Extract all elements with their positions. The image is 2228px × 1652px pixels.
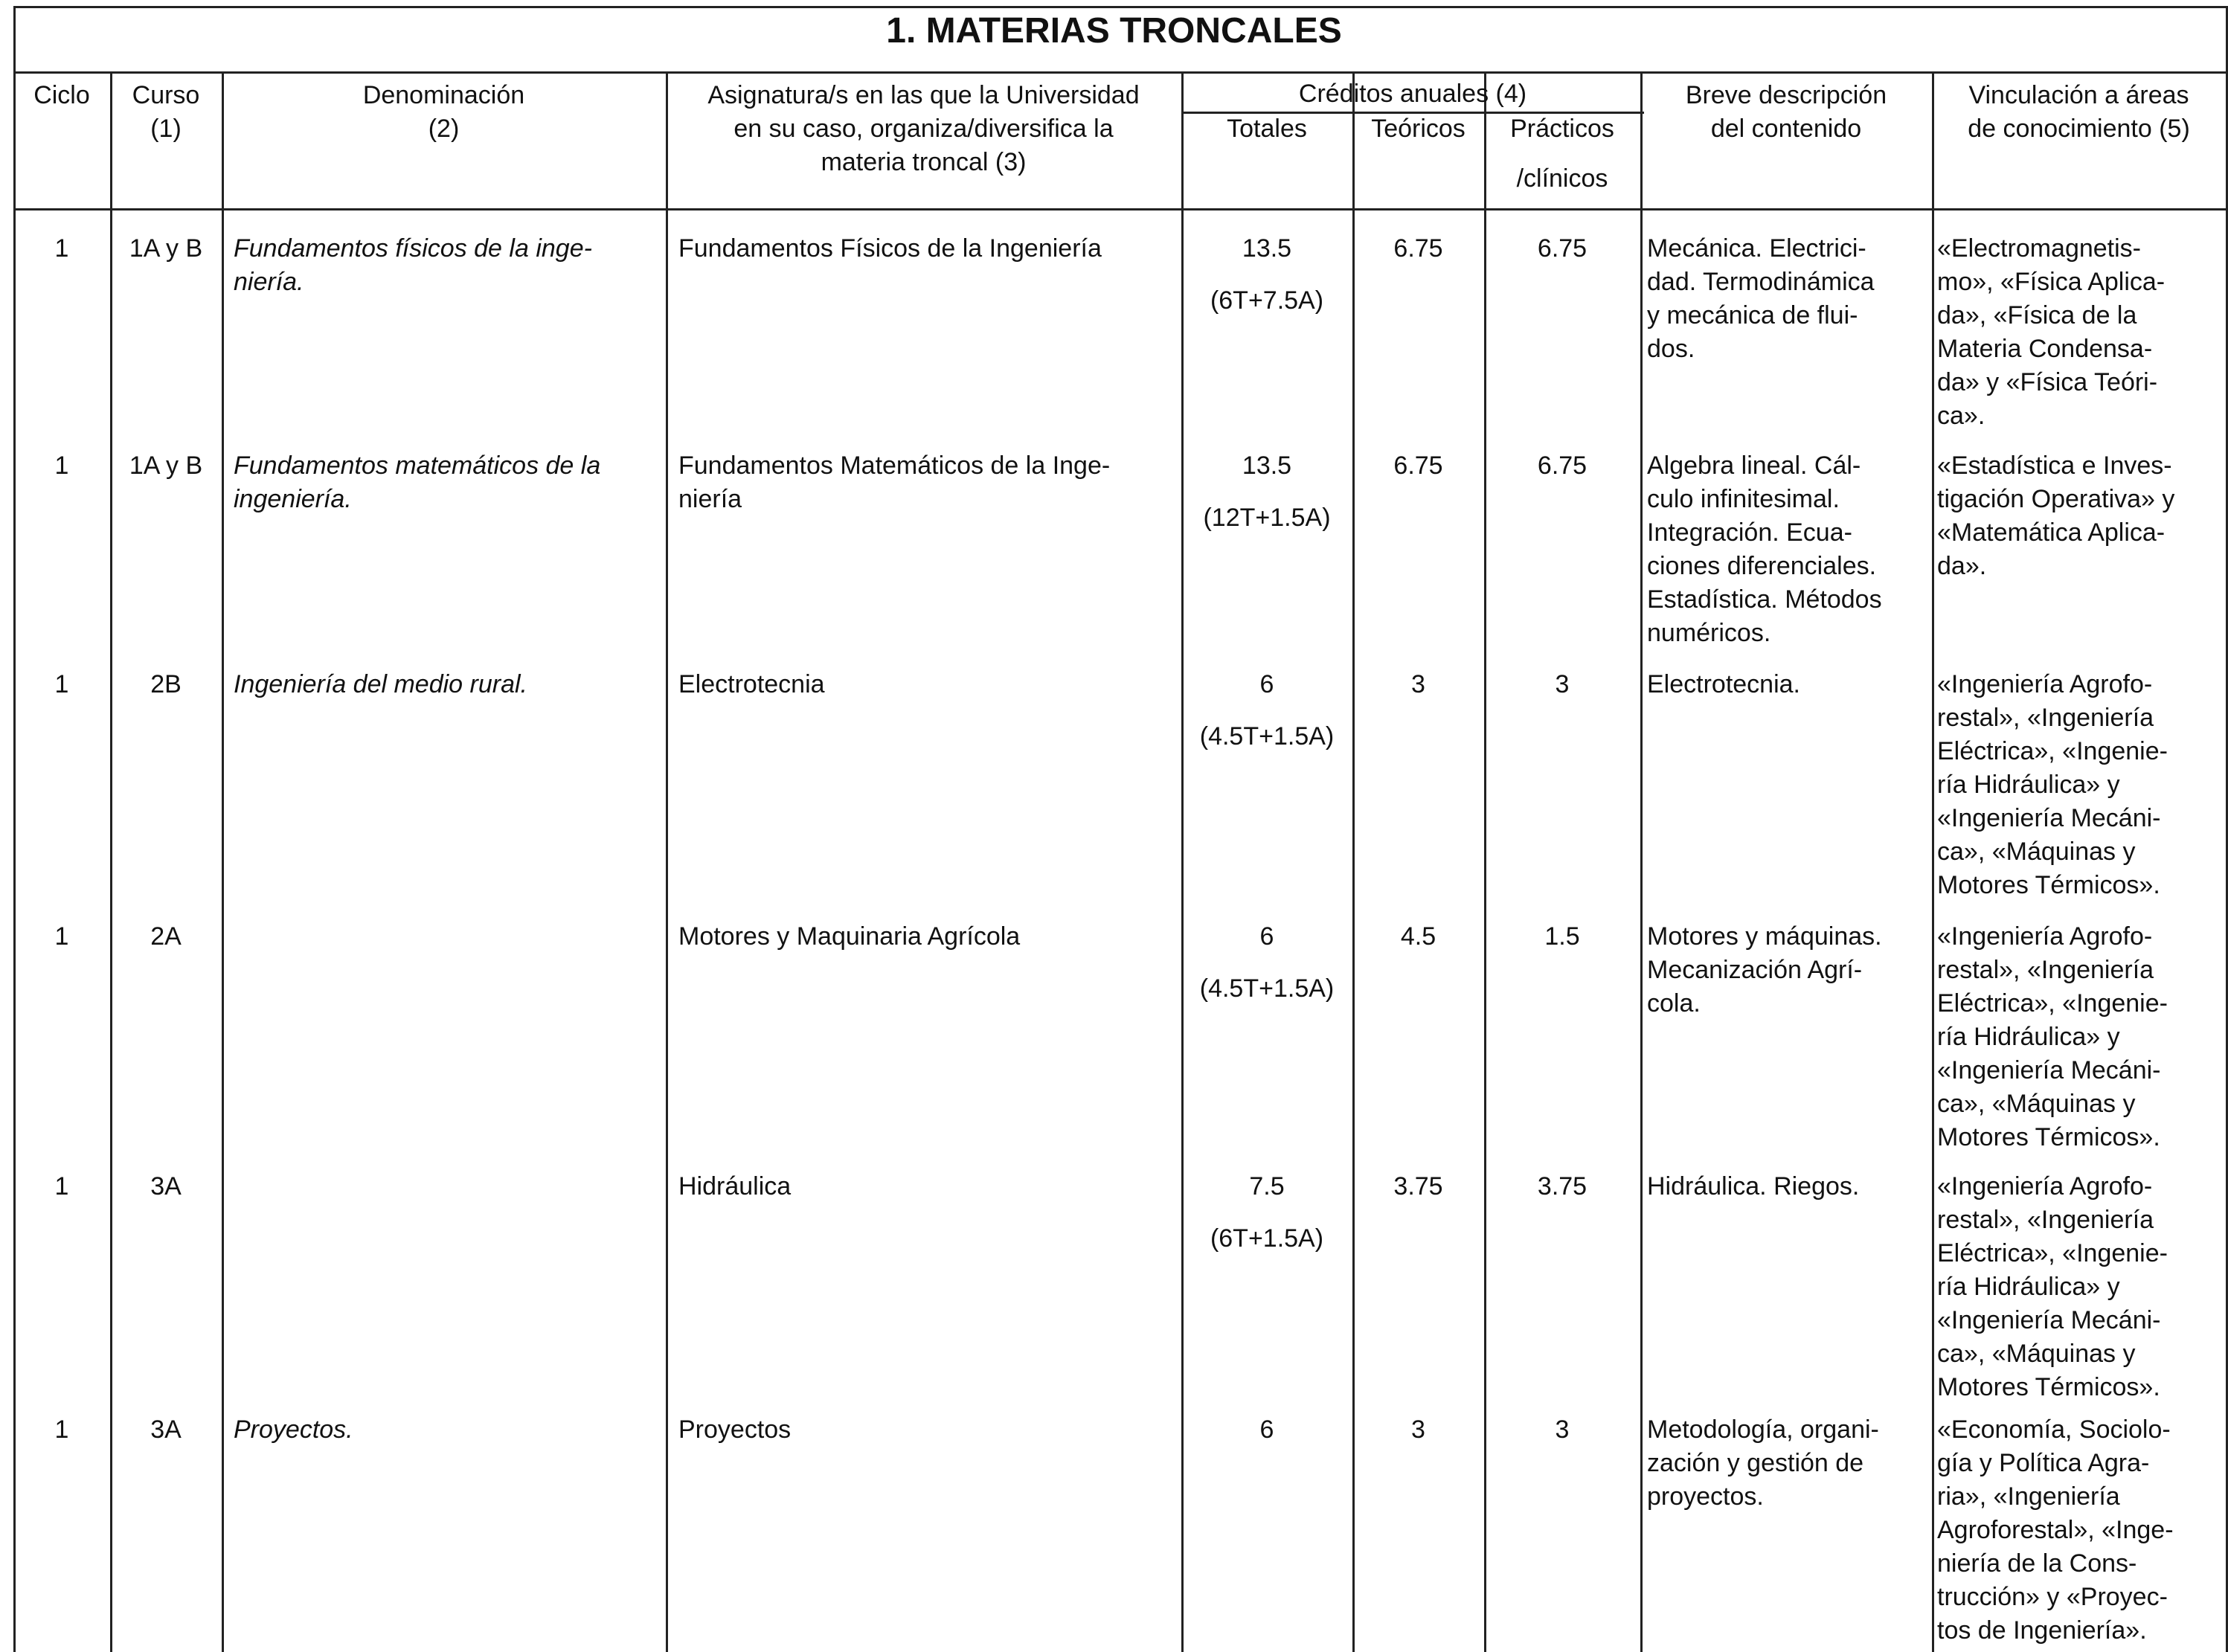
cell-vinculacion: mo», «Física Aplica- [1937,268,2166,296]
column-divider [1932,71,1934,1652]
header-top-line [13,71,2228,74]
cell-practicos: 3.75 [1537,1172,1587,1201]
cell-curso: 2A [150,922,182,951]
header-denominacion-note: (2) [428,115,460,143]
cell-totales-detalle: (4.5T+1.5A) [1199,722,1335,751]
cell-denominacion: Fundamentos matemáticos de la [234,451,601,480]
header-bottom-line [13,208,2228,210]
cell-vinculacion: «Ingeniería Agrofo- [1937,922,2153,951]
cell-vinculacion: ca». [1937,402,1985,430]
cell-practicos: 6.75 [1537,234,1587,263]
cell-vinculacion: «Economía, Sociolo- [1937,1415,2171,1444]
cell-descripcion: Hidráulica. Riegos. [1647,1172,1860,1201]
cell-denominacion: Ingeniería del medio rural. [234,670,528,698]
cell-teoricos: 3 [1411,670,1425,698]
cell-practicos: 3 [1555,670,1570,698]
cell-vinculacion: ría Hidráulica» y [1937,1273,2120,1301]
cell-descripcion: Electrotecnia. [1647,670,1800,698]
cell-vinculacion: ca», «Máquinas y [1937,1090,2136,1118]
cell-teoricos: 3.75 [1393,1172,1443,1201]
cell-descripcion: proyectos. [1647,1482,1764,1511]
cell-descripcion: dos. [1647,335,1695,363]
header-asignatura: en su caso, organiza/diversifica la [733,115,1114,143]
cell-vinculacion: Eléctrica», «Ingenie- [1937,737,2168,765]
cell-descripcion: Mecánica. Electrici- [1647,234,1866,263]
cell-descripcion: numéricos. [1647,619,1771,647]
header-vinculacion-2: de conocimiento (5) [1968,115,2190,143]
cell-teoricos: 6.75 [1393,451,1443,480]
cell-totales: 13.5 [1242,451,1292,480]
header-vinculacion: Vinculación a áreas [1968,81,2189,109]
cell-ciclo: 1 [54,670,69,698]
cell-vinculacion: da», «Física de la [1937,301,2137,330]
cell-descripcion: cola. [1647,989,1701,1018]
header-ciclo: Ciclo [33,81,90,109]
cell-asignatura: Hidráulica [678,1172,792,1201]
cell-vinculacion: «Electromagnetis- [1937,234,2142,263]
cell-totales-detalle: (6T+7.5A) [1210,286,1324,315]
cell-descripcion: culo infinitesimal. [1647,485,1840,513]
cell-vinculacion: Agroforestal», «Inge- [1937,1516,2174,1544]
cell-denominacion: ingeniería. [234,485,352,513]
cell-teoricos: 3 [1411,1415,1425,1444]
cell-vinculacion: ría Hidráulica» y [1937,771,2120,799]
cell-asignatura: Proyectos [678,1415,792,1444]
cell-totales: 7.5 [1249,1172,1285,1201]
cell-ciclo: 1 [54,1415,69,1444]
cell-descripcion: zación y gestión de [1647,1449,1864,1477]
column-divider [222,71,224,1652]
top-border [13,6,2228,8]
cell-totales-detalle: (4.5T+1.5A) [1199,974,1335,1003]
cell-descripcion: y mecánica de flui- [1647,301,1858,330]
cell-asignatura: Electrotecnia [678,670,825,698]
cell-vinculacion: «Estadística e Inves- [1937,451,2172,480]
cell-vinculacion: gía y Política Agra- [1937,1449,2150,1477]
cell-vinculacion: restal», «Ingeniería [1937,1206,2154,1234]
cell-vinculacion: «Ingeniería Agrofo- [1937,1172,2153,1201]
column-divider [1640,71,1643,1652]
cell-vinculacion: Motores Térmicos». [1937,871,2160,899]
cell-descripcion: Mecanización Agrí- [1647,956,1863,984]
cell-descripcion: Algebra lineal. Cál- [1647,451,1861,480]
cell-vinculacion: Eléctrica», «Ingenie- [1937,1239,2168,1267]
cell-totales: 13.5 [1242,234,1292,263]
cell-curso: 2B [150,670,182,698]
cell-vinculacion: restal», «Ingeniería [1937,956,2154,984]
cell-totales-detalle: (12T+1.5A) [1203,504,1331,532]
cell-vinculacion: niería de la Cons- [1937,1549,2137,1578]
cell-curso: 3A [150,1172,182,1201]
page-title: 1. MATERIAS TRONCALES [886,11,1342,51]
cell-teoricos: 4.5 [1400,922,1436,951]
header-asignatura: materia troncal (3) [821,148,1027,176]
header-descripcion: Breve descripción [1685,81,1887,109]
cell-totales: 6 [1259,670,1274,698]
header-asignatura: Asignatura/s en las que la Universidad [707,81,1140,109]
cell-descripcion: Estadística. Métodos [1647,585,1882,614]
cell-curso: 1A y B [129,234,203,263]
cell-vinculacion: «Matemática Aplica- [1937,518,2166,547]
cell-curso: 3A [150,1415,182,1444]
cell-vinculacion: Motores Térmicos». [1937,1123,2160,1151]
header-curso: Curso [132,81,200,109]
cell-ciclo: 1 [54,922,69,951]
cell-teoricos: 6.75 [1393,234,1443,263]
cell-ciclo: 1 [54,451,69,480]
cell-totales: 6 [1259,922,1274,951]
cell-practicos: 1.5 [1544,922,1580,951]
column-divider [666,71,668,1652]
cell-vinculacion: ria», «Ingeniería [1937,1482,2120,1511]
cell-asignatura: niería [678,485,742,513]
cell-vinculacion: «Ingeniería Mecáni- [1937,1306,2161,1334]
cell-vinculacion: Materia Condensa- [1937,335,2153,363]
cell-denominacion: niería. [234,268,304,296]
cell-vinculacion: ca», «Máquinas y [1937,838,2136,866]
cell-vinculacion: tos de Ingeniería». [1937,1616,2147,1645]
cell-asignatura: Fundamentos Matemáticos de la Inge- [678,451,1111,480]
cell-totales: 6 [1259,1415,1274,1444]
header-totales: Totales [1227,115,1307,143]
cell-vinculacion: «Ingeniería Agrofo- [1937,670,2153,698]
cell-vinculacion: «Ingeniería Mecáni- [1937,804,2161,832]
header-teoricos: Teóricos [1371,115,1465,143]
cell-descripcion: Metodología, organi- [1647,1415,1879,1444]
cell-descripcion: Motores y máquinas. [1647,922,1882,951]
cell-vinculacion: ca», «Máquinas y [1937,1340,2136,1368]
cell-vinculacion: Motores Térmicos». [1937,1373,2160,1401]
cell-totales-detalle: (6T+1.5A) [1210,1224,1324,1253]
cell-denominacion: Fundamentos físicos de la inge- [234,234,592,263]
header-practicos-2: /clínicos [1516,164,1608,193]
cell-descripcion: ciones diferenciales. [1647,552,1877,580]
cell-practicos: 6.75 [1537,451,1587,480]
cell-vinculacion: Eléctrica», «Ingenie- [1937,989,2168,1018]
cell-ciclo: 1 [54,234,69,263]
cell-vinculacion: trucción» y «Proyec- [1937,1583,2168,1611]
cell-asignatura: Fundamentos Físicos de la Ingeniería [678,234,1102,263]
cell-vinculacion: da». [1937,552,1987,580]
cell-vinculacion: tigación Operativa» y [1937,485,2175,513]
cell-vinculacion: «Ingeniería Mecáni- [1937,1056,2161,1084]
cell-descripcion: dad. Termodinámica [1647,268,1875,296]
header-practicos: Prácticos [1510,115,1614,143]
cell-descripcion: Integración. Ecua- [1647,518,1852,547]
header-descripcion-2: del contenido [1710,115,1862,143]
cell-practicos: 3 [1555,1415,1570,1444]
cell-vinculacion: ría Hidráulica» y [1937,1023,2120,1051]
cell-denominacion: Proyectos. [234,1415,353,1444]
cell-curso: 1A y B [129,451,203,480]
cell-vinculacion: da» y «Física Teóri- [1937,368,2158,396]
cell-vinculacion: restal», «Ingeniería [1937,704,2154,732]
cell-ciclo: 1 [54,1172,69,1201]
header-denominacion: Denominación [362,81,525,109]
cell-asignatura: Motores y Maquinaria Agrícola [678,922,1021,951]
header-creditos: Créditos anuales (4) [1298,80,1527,108]
header-curso-note: (1) [150,115,182,143]
